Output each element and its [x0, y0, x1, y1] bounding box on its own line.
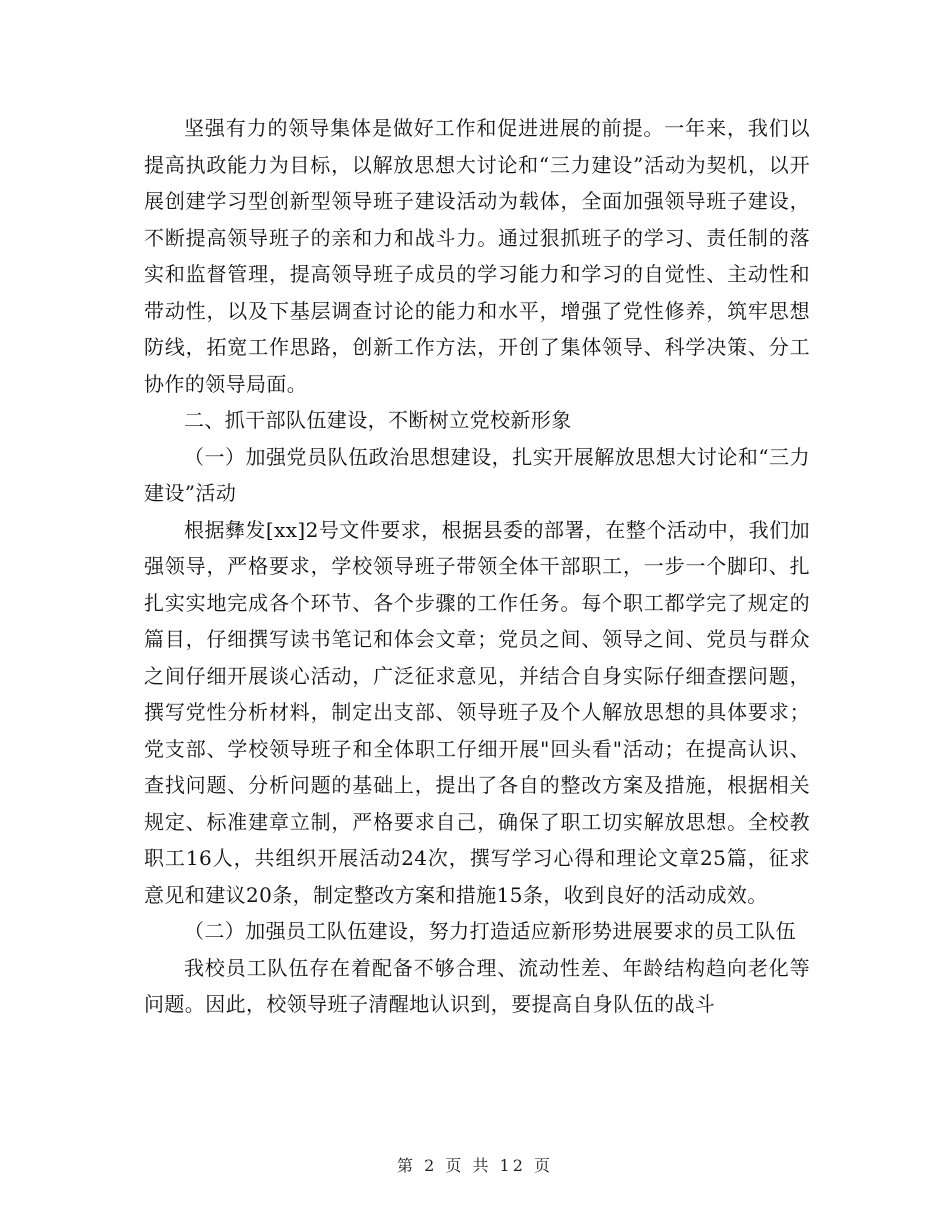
paragraph-leadership: 坚强有力的领导集体是做好工作和促进进展的前提。一年来，我们以提高执政能力为目标，以解放思想大讨论和“三力建设”活动为契机，以开展创建学习型创新型领导班子建设活动为载体，全面加强领导班子建设，不断提高领导班子的亲和力和战斗力。通过狠抓班子的学习、责任制的落实和监督管理，提高领导班子成员的学习能力和学习的自觉性、主动性和带动性，以及下基层调查讨论的能力和水平，增强了党性修养，筑牢思想防线，拓宽工作思路，创新工作方法，开创了集体领导、科学决策、分工协作的领导局面。 — [144, 116, 810, 396]
subsection-heading-staff: （二）加强员工队伍建设，努力打造适应新形势进展要求的员工队伍 — [184, 919, 796, 943]
section-heading-cadre: 二、抓干部队伍建设，不断树立党校新形象 — [184, 408, 572, 432]
paragraph-campaign: 根据彝发[xx]2号文件要求，根据县委的部署，在整个活动中，我们加强领导，严格要求，学校领导班子带领全体干部职工，一步一个脚印、扎扎实实地完成各个环节、各个步骤的工作任务。每个职工都学完了规定的篇目，仔细撰写读书笔记和体会文章；党员之间、领导之间、党员与群众之间仔细开展谈心活动，广泛征求意见，并结合自身实际仔细查摆问题，撰写党性分析材料，制定出支部、领导班子及个人解放思想的具体要求；党支部、学校领导班子和全体职工仔细开展"回头看"活动；在提高认识、查找问题、分析问题的基础上，提出了各自的整改方案及措施，根据相关规定、标准建章立制，严格要求自己，确保了职工切实解放思想。全校教职工16人，共组织开展活动24次，撰写学习心得和理论文章25篇，征求意见和建议20条，制定整改方案和措施15条，收到良好的活动成效。 — [144, 517, 810, 907]
page-footer — [0, 1153, 950, 1176]
document-body — [144, 110, 810, 1023]
page-number: 第 2 页 共 12 页 — [397, 1156, 553, 1175]
subsection-heading-party-members: （一）加强党员队伍政治思想建设，扎实开展解放思想大讨论和“三力建设”活动 — [144, 444, 810, 505]
paragraph-staff: 我校员工队伍存在着配备不够合理、流动性差、年龄结构趋向老化等问题。因此，校领导班子清醒地认识到，要提高自身队伍的战斗 — [144, 955, 810, 1016]
